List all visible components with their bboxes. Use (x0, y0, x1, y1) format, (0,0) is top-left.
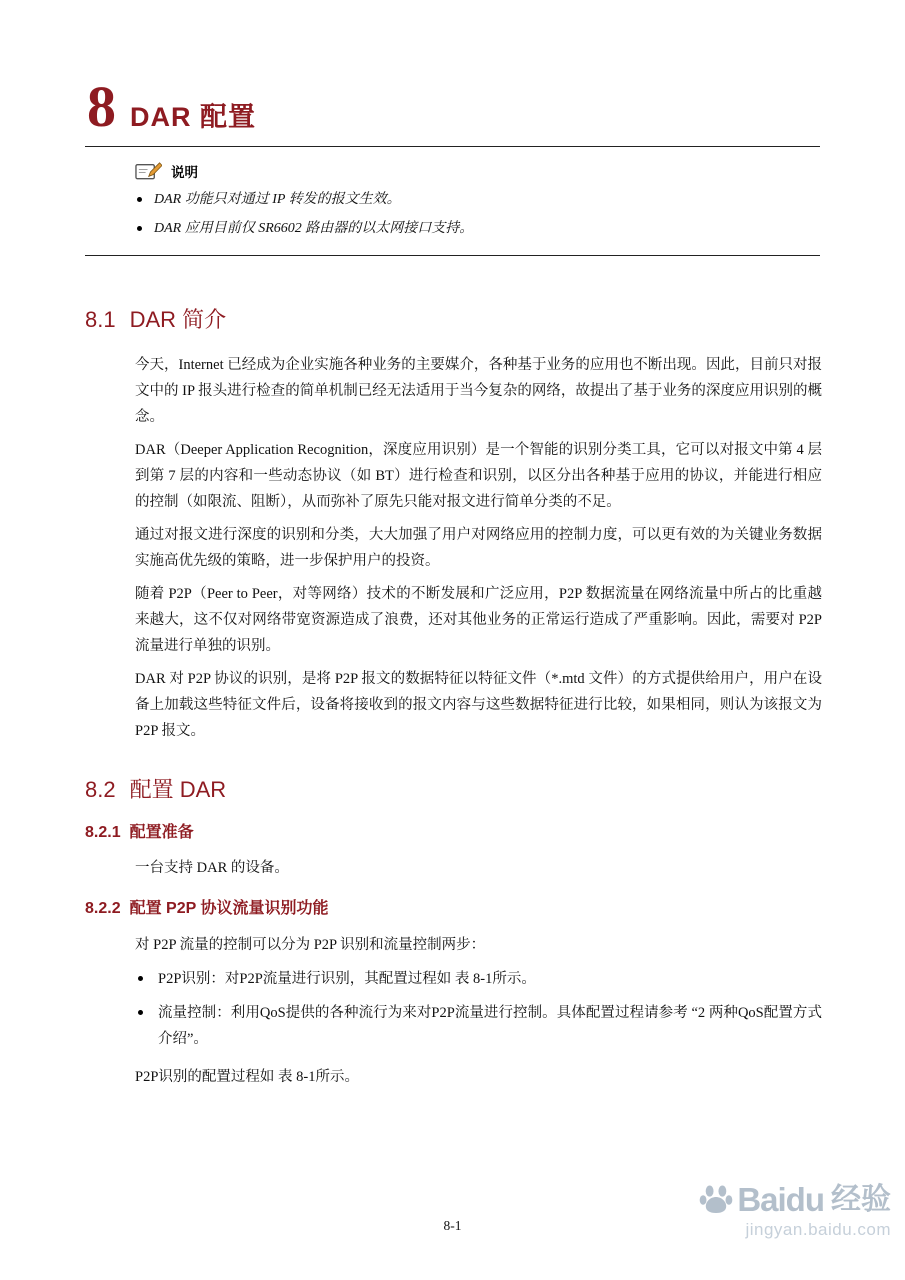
section-8-2 (0, 776, 905, 1090)
section-heading-8-2-2 (85, 899, 820, 920)
section-heading-8-1 (85, 306, 820, 335)
chapter-number: 8 (87, 74, 116, 139)
section-number: 8.2.2 (85, 900, 121, 918)
bullet-dot (137, 197, 142, 202)
baidu-paw-icon (699, 1183, 733, 1217)
bullet-dot (138, 1010, 143, 1015)
section-8-1-body (135, 352, 822, 744)
section-title: DAR 简介 (129, 307, 227, 333)
bullet-list (135, 966, 822, 1052)
note-pencil-icon (135, 161, 162, 181)
section-number: 8.1 (85, 307, 116, 333)
note-header (135, 161, 820, 181)
watermark-brand-row (699, 1183, 891, 1217)
paragraph: 随着 P2P（Peer to Peer，对等网络）技术的不断发展和广泛应用，P2P 数据流量在网络流量中所占的比重越来越大，这不仅对网络带宽资源造成了浪费，还对其他业务的正常运行造成了严重影响。因此，需要对 P2P 流量进行单独的识别。 (135, 585, 822, 654)
paragraph: 今天，Internet 已经成为企业实施各种业务的主要媒介，各种基于业务的应用也不断出现。因此，目前只对报文中的 IP 报头进行检查的简单机制已经无法适用于当今复杂的网络，故提出了基于业务的深度应用识别的概念。 (135, 356, 822, 425)
note-block (85, 147, 820, 256)
paragraph: 对 P2P 流量的控制可以分为 P2P 识别和流量控制两步： (135, 937, 486, 954)
section-heading-8-2 (85, 776, 820, 805)
note-item (135, 189, 820, 211)
section-8-2-1-body (135, 855, 822, 881)
note-item (135, 218, 820, 240)
section-heading-8-2-1 (85, 823, 820, 844)
paragraph: 通过对报文进行深度的识别和分类，大大加强了用户对网络应用的控制力度，可以更有效的为关键业务数据实施高优先级的策略，进一步保护用户的投资。 (135, 526, 822, 569)
list-item-text: 流量控制：利用QoS提供的各种流行为来对P2P流量进行控制。具体配置过程请参考 “2 两种QoS配置方式介绍”。 (158, 1005, 822, 1048)
note-item-text: DAR 功能只对通过 IP 转发的报文生效。 (154, 192, 401, 207)
note-list (135, 189, 820, 239)
watermark-url: jingyan.baidu.com (745, 1219, 891, 1239)
bullet-dot (137, 226, 142, 231)
baidu-jingyan-watermark (699, 1183, 891, 1240)
section-8-1 (0, 306, 905, 744)
watermark-brand-text: Baidu (737, 1181, 824, 1219)
list-item-text: P2P识别：对P2P流量进行识别，其配置过程如 表 8-1所示。 (158, 971, 536, 988)
section-number: 8.2 (85, 776, 116, 802)
section-title: 配置 P2P 协议流量识别功能 (129, 900, 329, 918)
section-number: 8.2.1 (85, 823, 121, 841)
note-item-text: DAR 应用目前仅 SR6602 路由器的以太网接口支持。 (154, 220, 474, 236)
watermark-brand-suffix: 经验 (831, 1182, 891, 1216)
paragraph: 一台支持 DAR 的设备。 (135, 860, 289, 877)
chapter-header (85, 74, 820, 147)
list-item (135, 966, 822, 992)
bullet-dot (138, 976, 143, 981)
section-8-2-2-body (135, 932, 822, 1090)
paragraph: P2P识别的配置过程如 表 8-1所示。 (135, 1069, 359, 1086)
chapter-title: DAR 配置 (130, 102, 256, 132)
section-title: 配置 DAR (129, 776, 227, 802)
note-label: 说明 (171, 165, 198, 180)
paragraph: DAR（Deeper Application Recognition，深度应用识别）是一个智能的识别分类工具，它可以对报文中第 4 层到第 7 层的内容和一些动态协议（如 BT）进行检查和识别，以区分出各种基于应用的协议，并能进行相应的控制（如限流、阻断），从而弥补了原先只能对报文进行简单分类的不足。 (135, 441, 822, 510)
section-title: 配置准备 (129, 823, 194, 841)
paragraph: DAR 对 P2P 协议的识别，是将 P2P 报文的数据特征以特征文件（*.mtd 文件）的方式提供给用户，用户在设备上加载这些特征文件后，设备将接收到的报文内容与这些数据特征进行比较，如果相同，则认为该报文为 P2P 报文。 (135, 670, 822, 739)
list-item (135, 1000, 822, 1052)
page-number: 8-1 (443, 1218, 462, 1233)
